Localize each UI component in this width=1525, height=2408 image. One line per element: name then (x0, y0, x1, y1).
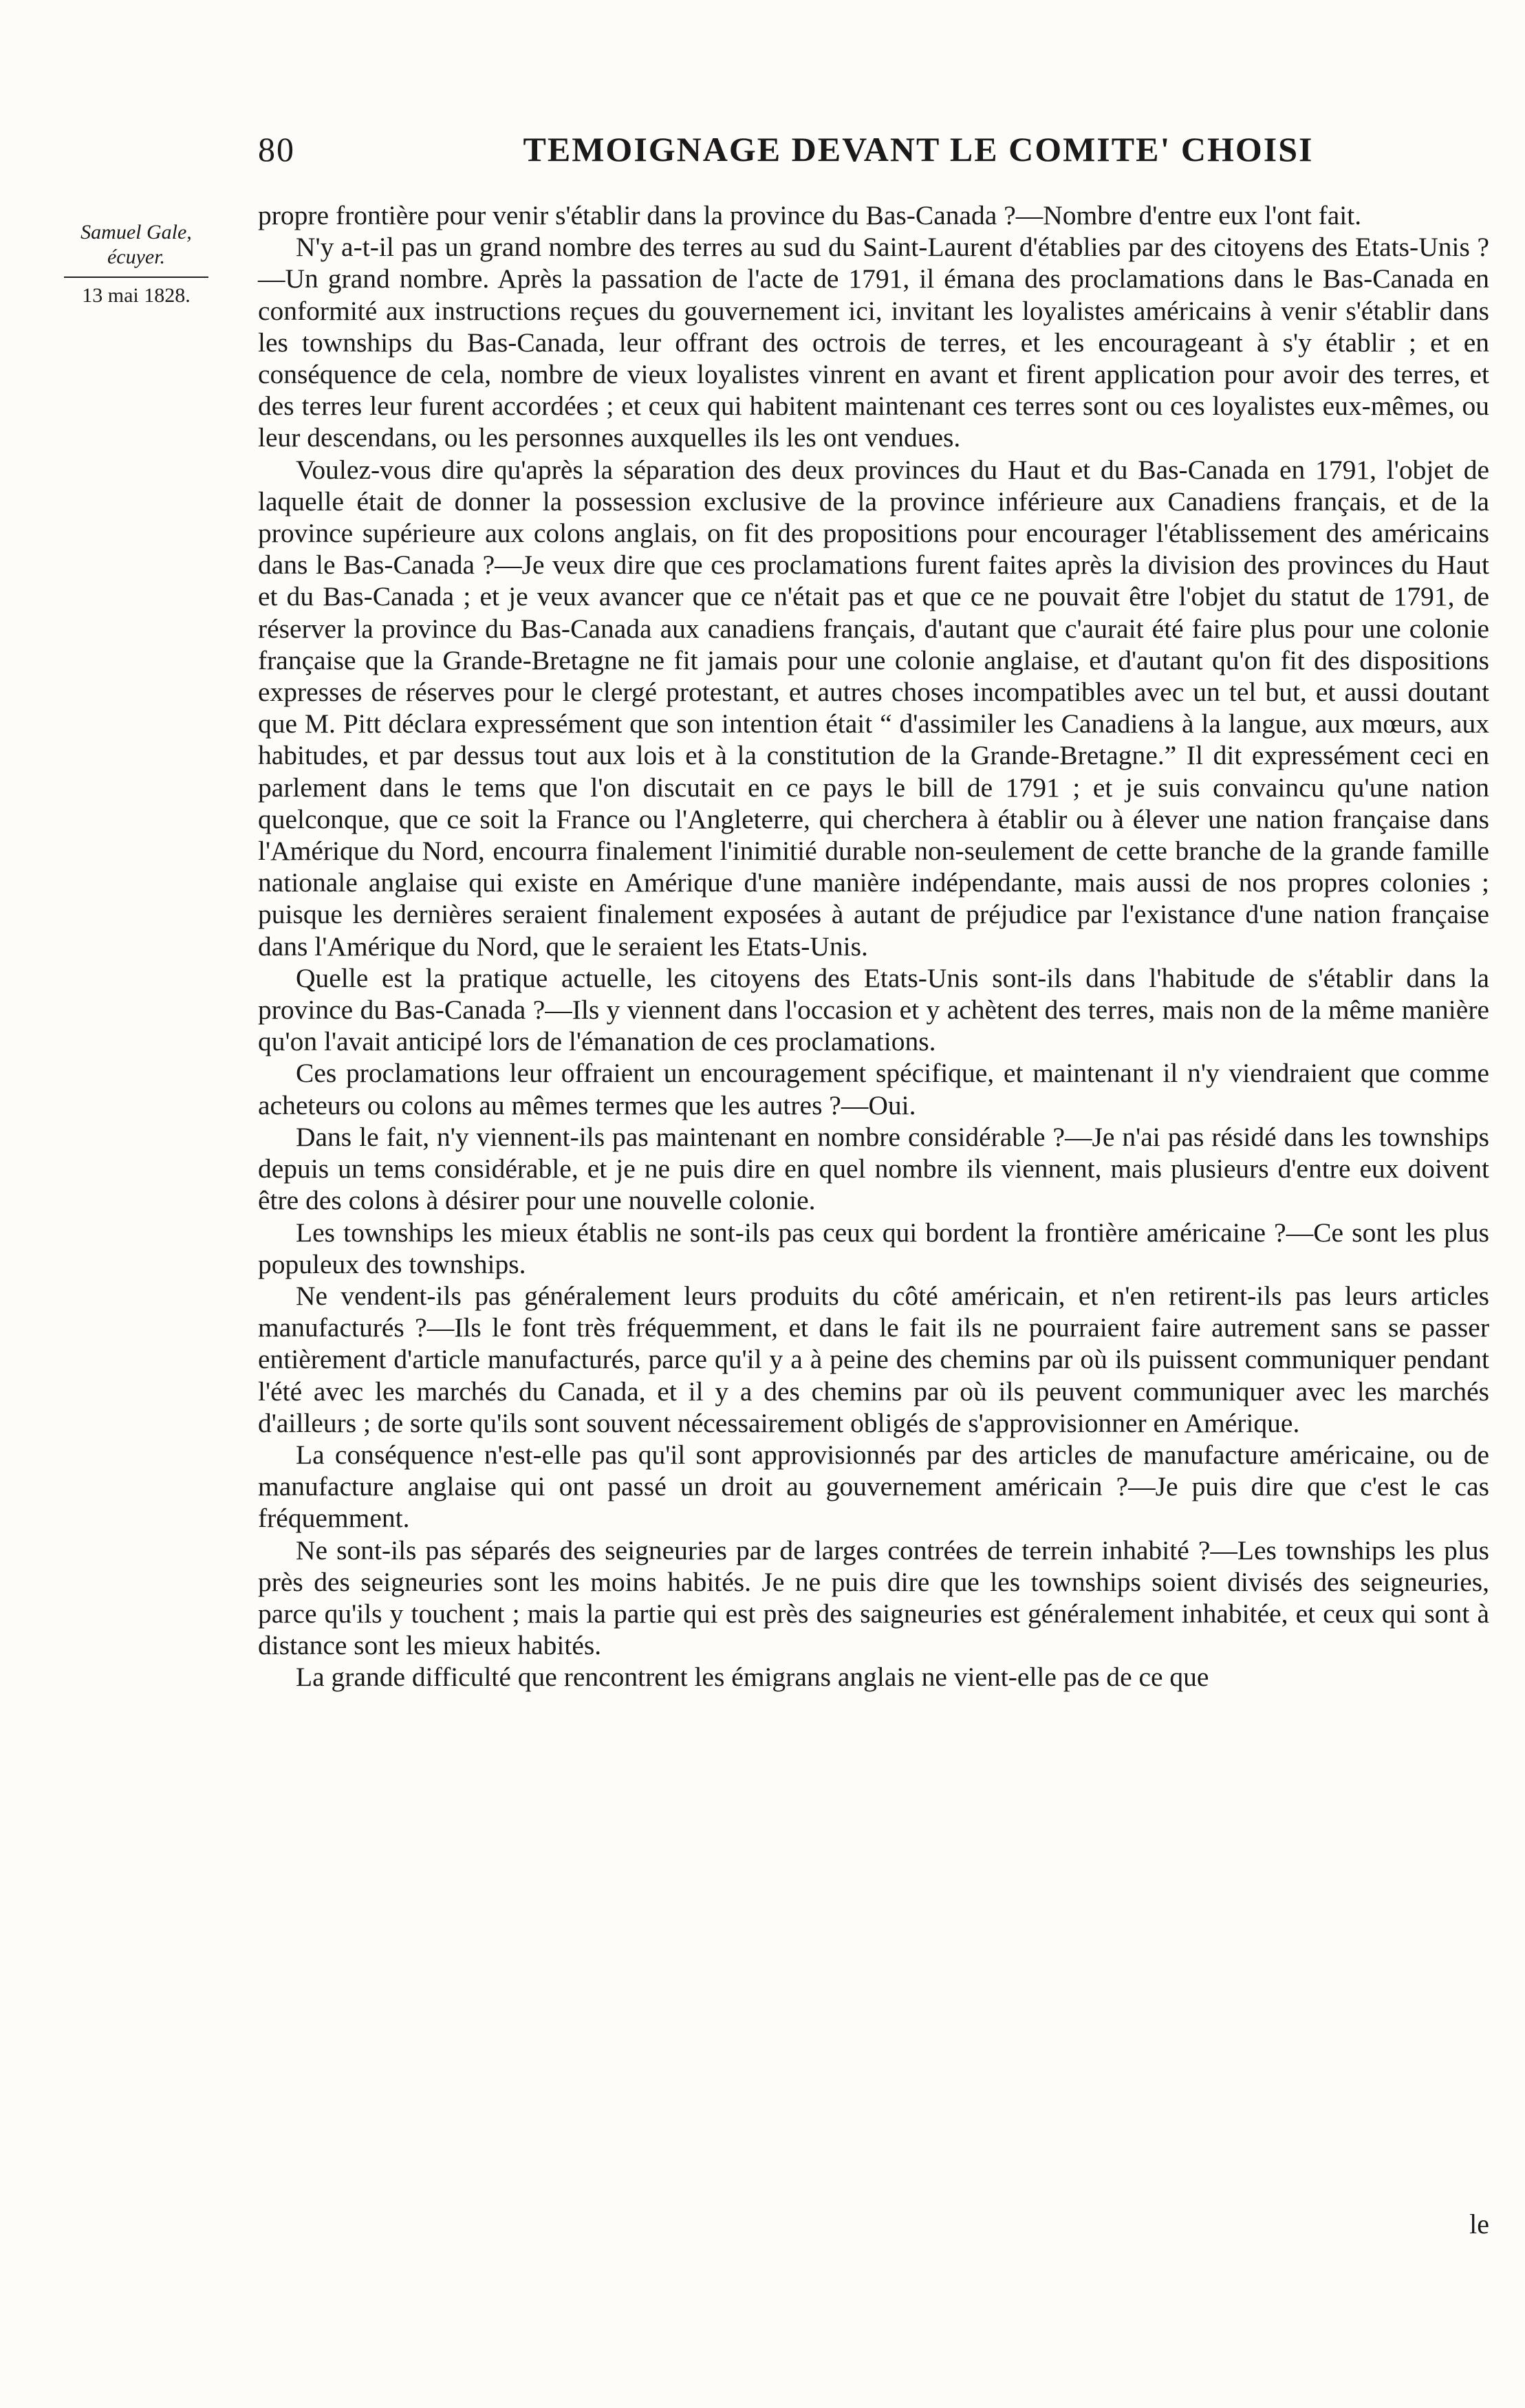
paragraph: Ces proclamations leur offraient un encouragement spécifique, et maintenant il n'y viendraient que comme acheteurs ou colons au mêmes termes que les autres ?—Oui. (258, 1058, 1489, 1120)
running-title: TEMOIGNAGE DEVANT LE COMITE' CHOISI (523, 130, 1314, 169)
body-text (258, 199, 1489, 1693)
catchword: le (1469, 2209, 1489, 2239)
paragraph: Ne sont-ils pas séparés des seigneuries par de larges contrées de terrein inhabité ?—Les townships les plus près des seigneuries sont les moins habités. Je ne puis dire que les townships soient divisés des seigneuries, parce qu'ils y touchent ; mais la partie qui est près des saigneuries est généralement inhabitée, et ceux qui sont à distance sont les mieux habités. (258, 1534, 1489, 1661)
paragraph: N'y a-t-il pas un grand nombre des terres au sud du Saint-Laurent d'établies par des citoyens des Etats-Unis ?—Un grand nombre. Après la passation de l'acte de 1791, il émana des proclamations dans le Bas-Canada en conformité aux instructions reçues du gouvernement ici, invitant les loyalistes américains à venir s'établir dans les townships du Bas-Canada, leur offrant des octrois de terres, et les encourageant à s'y établir ; et en conséquence de cela, nombre de vieux loyalistes vinrent en avant et firent application pour avoir des terres, et des terres leur furent accordées ; et ceux qui habitent maintenant ces terres sont ou ces loyalistes eux-mêmes, ou leur descendans, ou les personnes auxquelles ils les ont vendues. (258, 232, 1489, 453)
paragraph: La conséquence n'est-elle pas qu'il sont approvisionnés par des articles de manufacture américaine, ou de manufacture anglaise qui ont passé un droit au gouvernement américain ?—Je puis dire que c'est le cas fréquemment. (258, 1439, 1489, 1534)
paragraph: Dans le fait, n'y viennent-ils pas maintenant en nombre considérable ?—Je n'ai pas résidé dans les townships depuis un tems considérable, et je ne puis dire en quel nombre ils viennent, mais plusieurs d'entre eux doivent être des colons à désirer pour une nouvelle colonie. (258, 1121, 1489, 1216)
paragraph: Les townships les mieux établis ne sont-ils pas ceux qui bordent la frontière américaine ?—Ce sont les plus populeux des townships. (258, 1217, 1489, 1279)
witness-title: écuyer. (107, 246, 166, 268)
testimony-date: 13 mai 1828. (82, 284, 191, 307)
paragraph: Ne vendent-ils pas généralement leurs produits du côté américain, et n'en retirent-ils pas leurs articles manufacturés ?—Ils le font très fréquemment, et dans le fait ils ne pourraient faire autrement sans se passer entièrement d'article manufacturés, parce qu'il y a à peine des chemins par où ils puissent communiquer pendant l'été avec les marchés du Canada, et il y a des chemins par où ils peuvent communiquer avec les marchés d'ailleurs ; de sorte qu'ils sont souvent nécessairement obligés de s'approvisionner en Amérique. (258, 1280, 1489, 1438)
paragraph: Voulez-vous dire qu'après la séparation des deux provinces du Haut et du Bas-Canada en 1791, l'objet de laquelle était de donner la possession exclusive de la province inférieure aux Canadiens français, et de la province supérieure aux colons anglais, on fit des propositions pour encourager l'établissement des américains dans le Bas-Canada ?—Je veux dire que ces proclamations furent faites après la division des provinces du Haut et du Bas-Canada ; et je veux avancer que ce n'était pas et que ce ne pouvait être l'objet du statut de 1791, de réserver la province du Bas-Canada aux canadiens français, d'autant que c'aurait été faire plus pour une colonie française que la Grande-Bretagne ne fit jamais pour une colonie anglaise, et d'autant qu'on fit des dispositions expresses de réserves pour le clergé protestant, et autres choses incompatibles avec un tel but, et aussi doutant que M. Pitt déclara expressément que son intention était “ d'assimiler les Canadiens à la langue, aux mœurs, aux habitudes, et par dessus tout aux lois et à la constitution de la Grande-Bretagne.” Il dit expressément ceci en parlement dans le tems que l'on discutait en ce pays le bill de 1791 ; et je suis convaincu qu'une nation quelconque, que ce soit la France ou l'Angleterre, qui cherchera à établir ou à élever une nation française dans l'Amérique du Nord, encourra finalement l'inimitié durable non-seulement de cette branche de la grande famille nationale anglaise qui existe en Amérique d'une manière indépendante, mais aussi de nos propres colonies ; puisque les dernières seraient finalement exposées à autant de préjudice par l'existance d'une nation française dans l'Amérique du Nord, que le seraient les Etats-Unis. (258, 454, 1489, 962)
page-header (258, 129, 1489, 177)
paragraph: La grande difficulté que rencontrent les émigrans anglais ne vient-elle pas de ce que (296, 1662, 1209, 1693)
paragraph: propre frontière pour venir s'établir dans la province du Bas-Canada ?—Nombre d'entre eux l'ont fait. (258, 200, 1362, 230)
margin-note (33, 220, 239, 308)
witness-name: Samuel Gale, (80, 221, 192, 243)
margin-rule (64, 276, 208, 278)
page-number: 80 (258, 130, 295, 169)
paragraph: Quelle est la pratique actuelle, les citoyens des Etats-Unis sont-ils dans l'habitude de s'établir dans la province du Bas-Canada ?—Ils y viennent dans l'occasion et y achètent des terres, mais non de la même manière qu'on l'avait anticipé lors de l'émanation de ces proclamations. (258, 962, 1489, 1057)
